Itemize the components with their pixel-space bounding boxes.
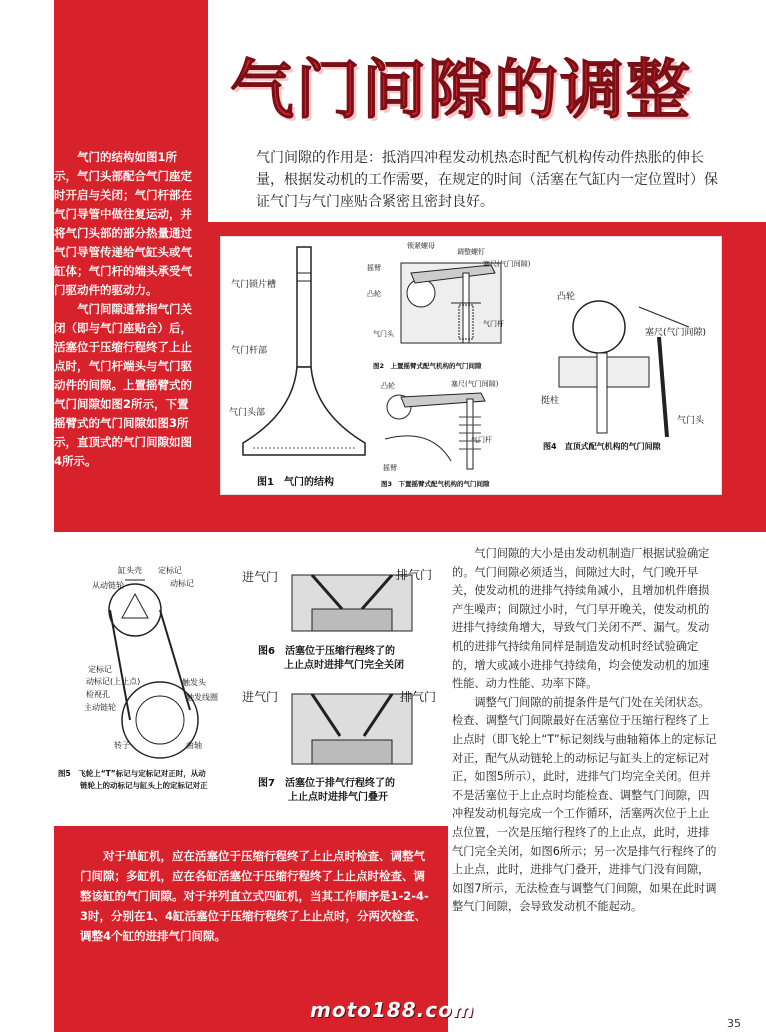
fig7-caption-line2: 上止点时进排气门叠开 <box>288 792 388 803</box>
fig3-label-stem: 气门杆 <box>471 436 492 444</box>
fig5-label-drive-sprocket: 主动链轮 <box>84 703 116 712</box>
page-number: 35 <box>727 1017 741 1030</box>
fig6-caption-line1: 图6 活塞位于压缩行程终了的 <box>258 646 395 657</box>
fig1-label-stem: 气门杆部 <box>231 346 268 356</box>
fig5-caption-line2: 链轮上的动标记与缸头上的定标记对正 <box>80 781 208 790</box>
fig1-caption: 图1 气门的结构 <box>257 477 334 488</box>
fig2-label-locknut: 锁紧螺母 <box>407 242 435 250</box>
site-logo: moto188.com <box>310 998 475 1022</box>
right-paragraph-2: 调整气门间隙的前提条件是气门处在关闭状态。检查、调整气门间隙最好在活塞位于压缩行程终了上止点时（即飞轮上“T”标记刻线与曲轴箱体上的定标记对正，配气从动链轮上的动标记与缸头上的定标记对正，如图5所示），此时，进排气门均完全关闭。但并不是活塞位于上止点时均能检查、调整气门间隙，四冲程发动机每完成一个工作循环，活塞两次位于上止点位置，一次是压缩行程终了的上止点，此时，进排气门完全关闭，如图6所示；另一次是排气行程终了的上止点，此时，进排气门叠开，进排气门没有间隙，如图7所示，无法检查与调整气门间隙，如果在此时调整气门间隙，会导致发动机不能起动。 <box>452 695 717 914</box>
fig2-label-head: 气门头 <box>373 330 394 338</box>
bottom-box-text <box>80 846 430 946</box>
fig1-label-head: 气门头部 <box>229 408 266 418</box>
sidebar-paragraph-2: 气门间隙通常指气门关闭（即与气门座贴合）后，活塞位于压缩行程终了上止点时，气门杆端头与气门驱动件的间隙。上置摇臂式的气门间隙如图2所示，下置摇臂式的气门间隙如图3所示，直顶式的气门间隙如图4所示。 <box>54 302 192 468</box>
fig2-label-rocker: 摇臂 <box>367 264 381 272</box>
bottom-paragraph: 对于单缸机，应在活塞位于压缩行程终了上止点时检查、调整气门间隙；多缸机，应在各缸活塞位于压缩行程终了上止点时检查、调整该缸的气门间隙。对于并列直立式四缸机，当其工作顺序是1-2-4-3时，分别在1、4缸活塞位于压缩行程终了上止点时，分两次检查、调整4个缸的进排气门间隙。 <box>80 849 429 943</box>
article-title: 气门间隙的调整 <box>230 54 692 128</box>
fig3-label-rocker: 摇臂 <box>383 464 397 472</box>
fig7-label-intake: 进气门 <box>242 690 279 704</box>
rocker-lower-diagram <box>371 377 531 477</box>
fig2-label-feeler: 塞尺(气门间隙) <box>483 260 531 268</box>
fig5-label-moving-mark: 动标记 <box>170 579 194 588</box>
fig2-label-cam: 凸轮 <box>367 290 381 298</box>
fig4-label-head: 气门头 <box>677 416 705 426</box>
figure-panel-top <box>220 236 722 495</box>
sidebar-text <box>54 148 196 471</box>
fig5-label-fixed-mark-2: 定标记 <box>88 665 112 674</box>
fig4-label-feeler: 塞尺(气门间隙) <box>645 328 707 338</box>
fig7-caption-line1: 图7 活塞位于排气行程终了的 <box>258 778 395 789</box>
intro-paragraph: 气门间隙的作用是：抵消四冲程发动机热态时配气机构传动件热胀的伸长量，根据发动机的工作需要，在规定的时间（活塞在气缸内一定位置时）保证气门与气门座贴合紧密且密封良好。 <box>256 150 718 210</box>
fig2-label-screw: 调整螺钉 <box>457 248 485 256</box>
fig7-label-exhaust: 排气门 <box>400 690 437 704</box>
fig1-label-lock-groove: 气门锁片槽 <box>231 280 277 290</box>
fig5-label-trigger-coil: 触发线圈 <box>186 693 218 702</box>
fig5-label-fixed-mark: 定标记 <box>158 566 182 575</box>
fig5-label-driven-sprocket: 从动链轮 <box>92 581 124 590</box>
fig3-label-feeler: 塞尺(气门间隙) <box>451 380 499 388</box>
fig2-caption: 图2 上置摇臂式配气机构的气门间隙 <box>373 362 482 370</box>
fig5-label-moving-mark-tdc: 动标记(上止点) <box>86 677 141 686</box>
fig6-label-intake: 进气门 <box>242 570 279 584</box>
fig5-label-trigger-head: 触发头 <box>182 678 206 687</box>
fig5-label-crankshaft: 曲轴 <box>186 741 202 750</box>
fig4-label-cam: 凸轮 <box>557 292 576 302</box>
fig4-caption: 图4 直顶式配气机构的气门间隙 <box>543 442 661 451</box>
fig4-label-tappet: 挺柱 <box>541 396 560 406</box>
fig6-caption-line2: 上止点时进排气门完全关闭 <box>284 660 404 671</box>
fig3-label-cam: 凸轮 <box>381 382 395 390</box>
right-column-text <box>452 545 718 917</box>
fig2-label-stem: 气门杆 <box>483 320 504 328</box>
fig3-caption: 图3 下置摇臂式配气机构的气门间隙 <box>381 480 490 488</box>
fig5-label-inspection-hole: 检视孔 <box>86 690 110 699</box>
fig5-caption-line1: 图5 飞轮上“T”标记与定标记对正时，从动 <box>58 769 206 778</box>
fig5-label-cylinder-head: 缸头壳 <box>118 566 142 575</box>
right-paragraph-1: 气门间隙的大小是由发动机制造厂根据试验确定的。气门间隙必须适当，间隙过大时，气门晚开早关，使发动机的进排气持续角减小，且增加机件磨损产生噪声；间隙过小时，气门早开晚关，使发动机的进排气持续角增大，导致气门关闭不严、漏气。发动机的进排气持续角同样是制造发动机时经试验确定的，增大或减小进排气持续角，均会使发动机的加速性能、动力性能、功率下降。 <box>452 547 710 691</box>
sidebar-paragraph-1: 气门的结构如图1所示，气门头部配合气门座定时开启与关闭；气门杆部在气门导管中做往复运动，并将气门头部的部分热量通过气门导管传递给气缸头或气缸体；气门杆的端头承受气门驱动件的驱动力。 <box>54 150 192 297</box>
timing-chain-diagram <box>90 570 240 770</box>
fig5-label-rotor: 转子 <box>114 741 130 750</box>
fig6-label-exhaust: 排气门 <box>396 568 433 582</box>
